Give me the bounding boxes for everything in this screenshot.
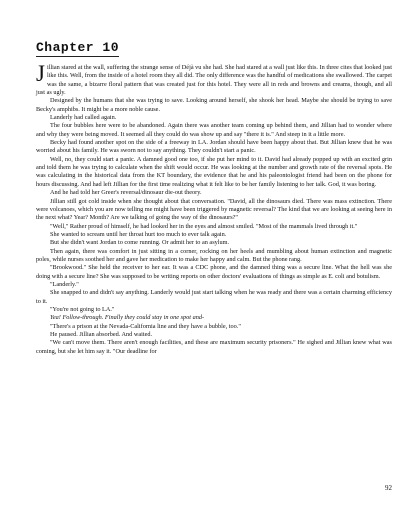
paragraph: "Well," Rather proud of himself, he had looked her in the eyes and almost smiled. "Most of the mammals lived through it." <box>50 222 358 230</box>
paragraph: She snapped to and didn't say anything. Landerly would just start talking when he was ready and there was a certain charming efficiency to it. <box>36 289 392 305</box>
paragraph: And he had told her Greer's reversal/dinosaur die-out theory. <box>50 189 202 197</box>
paragraph: Designed by the humans that she was trying to save. Looking around herself, she shook her head. Maybe she should be trying to save Becky's amphibs. It might be a more noble cause. <box>36 97 392 113</box>
paragraph: Becky had found another spot on the side of a freeway in LA. Jordan should have been happy about that. But Jillian knew that he was worried about his family. He was sworn not to say anything. They couldn't start a panic. <box>36 139 392 155</box>
paragraph: Well, no, they could start a panic. A damned good one too, if she put her mind to it. David had already popped up with an excited grin and told them he was trying to calculate when the shift would occur. He was looking at the number and growth rate of the reversal spots. He was calculating in the historical data from the KT boundary, the evidence that he and his paleontologist friend had been on the phone for hours discussing. And had left Jillian for the first time realizing what it felt like to be her family listening to her talk. God, it was boring. <box>36 155 392 188</box>
paragraph: Landerly had called again. <box>50 114 117 122</box>
paragraph: Then again, there was comfort in just sitting in a corner, rocking on her heels and mumbling about human extinction and magnetic poles, while nurses soothed her and gave her medication to make her happy and calm. But the phone rang. <box>36 247 392 263</box>
paragraph: "We can't move them. There aren't enough facilities, and these are maximum security prisoners." He sighed and Jillian knew what was coming, but she let him say it. "Our deadline for <box>36 339 392 355</box>
paragraph: "Brookwood." She held the receiver to her ear. It was a CDC phone, and the damned thing was a secure line. What the hell was she doing with a secure line? She was supposed to be writing reports on other doctors' evaluations of things as simple as E. coli and botulism. <box>36 264 392 280</box>
italic-thought: Yea! Follow-through. Finally they could stay in one spot and- <box>50 314 205 322</box>
paragraph: But she didn't want Jordan to come running. Or admit her to an asylum. <box>50 239 230 247</box>
chapter-heading: Chapter 10 <box>36 40 120 55</box>
paragraph: The four bubbles here were to be abandoned. Again there was another team coming up behind them, and Jillian had to wonder where and why they were being moved. It seemed all they could do was show up and say "there it is." And steep in it a little more. <box>36 122 392 138</box>
paragraph: He paused. Jillian absorbed. And waited. <box>50 331 153 338</box>
page-number: 92 <box>385 484 392 492</box>
paragraph <box>36 61 392 97</box>
paragraph: "There's a prison at the Nevada-California line and they have a bubble, too." <box>50 322 241 330</box>
drop-cap: J <box>36 61 45 86</box>
paragraph: "You're not going to LA." <box>50 305 115 313</box>
paragraph-text: illian stared at the wall, suffering the strange sense of Déjà vu she had. She had stared at a wall just like this. In three cites that looked just like this. Well, from the inside of a hotel room they all did. The only difference was the handful of medications she swallowed. The carpet was the same, a bizarre floral pattern that was created just for this hotel. They were all in reds and browns and creams, though, and all just as ugly. <box>36 64 392 97</box>
paragraph: She wanted to scream until her throat hurt too much to ever talk again. <box>50 230 227 238</box>
paragraph: Jillian still got cold inside when she thought about that conversation. "David, all the dinosaurs died. There was mass extinction. There were volcanoes, which you are now telling me might have been triggered by magnetic reversal? The kind that we are looking at seeing here in the next what? Year? Month? Are we talking of going the way of the dinosaurs?" <box>36 197 392 222</box>
paragraph: "Landerly." <box>50 280 79 288</box>
paragraph-italic <box>36 314 392 322</box>
chapter-body-text <box>36 61 392 356</box>
